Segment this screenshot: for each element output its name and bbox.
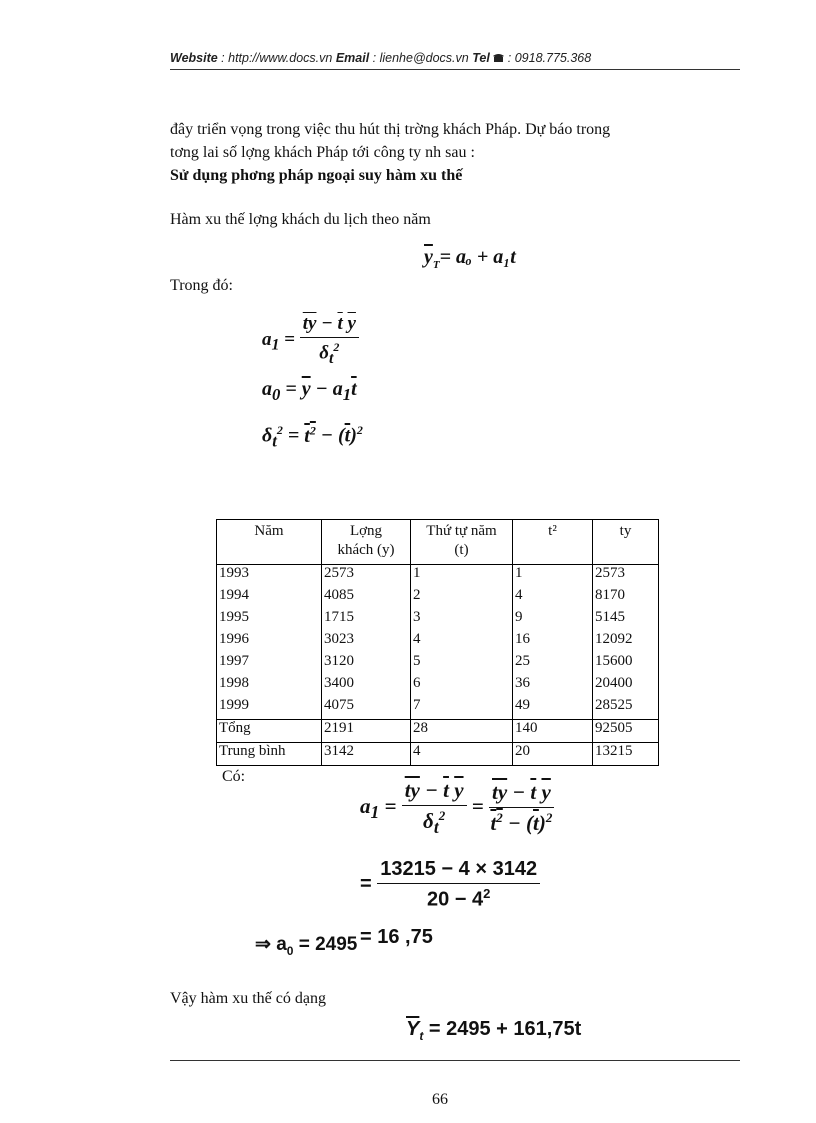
table-row: 1996 3023 4 16 12092 (217, 631, 659, 653)
website-value[interactable]: : http://www.docs.vn (217, 51, 336, 65)
page-header (170, 51, 591, 65)
a1-computation: = $\frac{13215 - 4 \times 3142}{20 - 4^2}$ (360, 858, 540, 912)
header-cell-t2: t² (513, 520, 593, 565)
co-label: Có: (222, 768, 246, 785)
delta-formula: $\delta_t^2 = t^2 - (\overline{t})^2$ (262, 423, 363, 451)
table-row: 1994 4085 2 4 8170 (217, 587, 659, 609)
table-row: 1993 2573 1 1 2573 (217, 565, 659, 588)
final-equation: $\overline{Y}_t = 2495 + 161,75t$ (406, 1018, 582, 1043)
final-equation-rhs: = 2495 + 161,75t (423, 1018, 582, 1040)
a1-formula: $a_1$ = $\frac{\overline{ty} - \overline{t} \overline{y}}{\delta_t^2}$ (262, 313, 359, 368)
phone-icon (493, 53, 504, 63)
header-cell-year: Năm (217, 520, 322, 565)
table-total-row: Tổng 2191 28 140 92505 (217, 720, 659, 743)
computation-numerator: 13215 − 4 × 3142 (377, 858, 540, 884)
website-label: Website (170, 51, 218, 65)
a0-result: ⇒ $a_0 = 2495$ (255, 934, 358, 958)
trend-equation-rhs: = aₒ + a₁t (439, 246, 516, 268)
a0-arrow: ⇒ a (255, 934, 287, 955)
header-cell-order: Thứ tự năm (t) (411, 520, 513, 565)
table-row: 1997 3120 5 25 15600 (217, 653, 659, 675)
email-label: Email (335, 51, 370, 65)
a0-value: = 2495 (293, 934, 358, 955)
a1-derivation: $a_1$ = $\frac{\overline{ty} - \overline{t} \overline{y}}{\delta_t^2}$ = $\frac{\overline{ty} - \overline{t} \overline{y}}{t^2 - (\overline{t})^2}$ (360, 778, 553, 838)
email-value[interactable]: : lienhe@docs.vn (369, 51, 473, 65)
tel-value: : 0918.775.368 (504, 51, 592, 65)
table-average-row: Trung bình 3142 4 20 13215 (217, 743, 659, 766)
trend-equation: $\overline{y}_T= a_o + a_1t$ (424, 246, 516, 271)
header-cell-ty: ty (593, 520, 659, 565)
section-heading: Sử dụng phơng pháp ngoại suy hàm xu thế (170, 167, 463, 184)
table-header-row (217, 520, 659, 565)
table-row: 1995 1715 3 9 5145 (217, 609, 659, 631)
computation-denominator: 20 − 4 (426, 888, 484, 911)
page-number: 66 (432, 1091, 448, 1108)
paragraph-line-1: đây triển vọng trong việc thu hút thị trờng khách Pháp. Dự báo trong (170, 121, 611, 138)
conclusion-text: Vậy hàm xu thế có dạng (170, 990, 326, 1007)
footer-rule (170, 1060, 740, 1061)
trend-intro: Hàm xu thế lợng khách du lịch theo năm (170, 211, 431, 228)
paragraph-line-2: tơng lai số lợng khách Pháp tới công ty nh sau : (170, 144, 475, 161)
header-cell-visitors: Lợng khách (y) (322, 520, 411, 565)
tel-label: Tel (472, 51, 490, 65)
a1-value: = 16 ,75 (360, 926, 433, 948)
header-rule (170, 69, 740, 70)
table-row: 1999 4075 7 49 28525 (217, 697, 659, 720)
trong-do-label: Trong đó: (170, 277, 233, 294)
table-row: 1998 3400 6 36 20400 (217, 675, 659, 697)
a0-formula: $a_0 = \overline{y} - a_1\overline{t}$ (262, 378, 357, 404)
data-table (216, 519, 659, 766)
